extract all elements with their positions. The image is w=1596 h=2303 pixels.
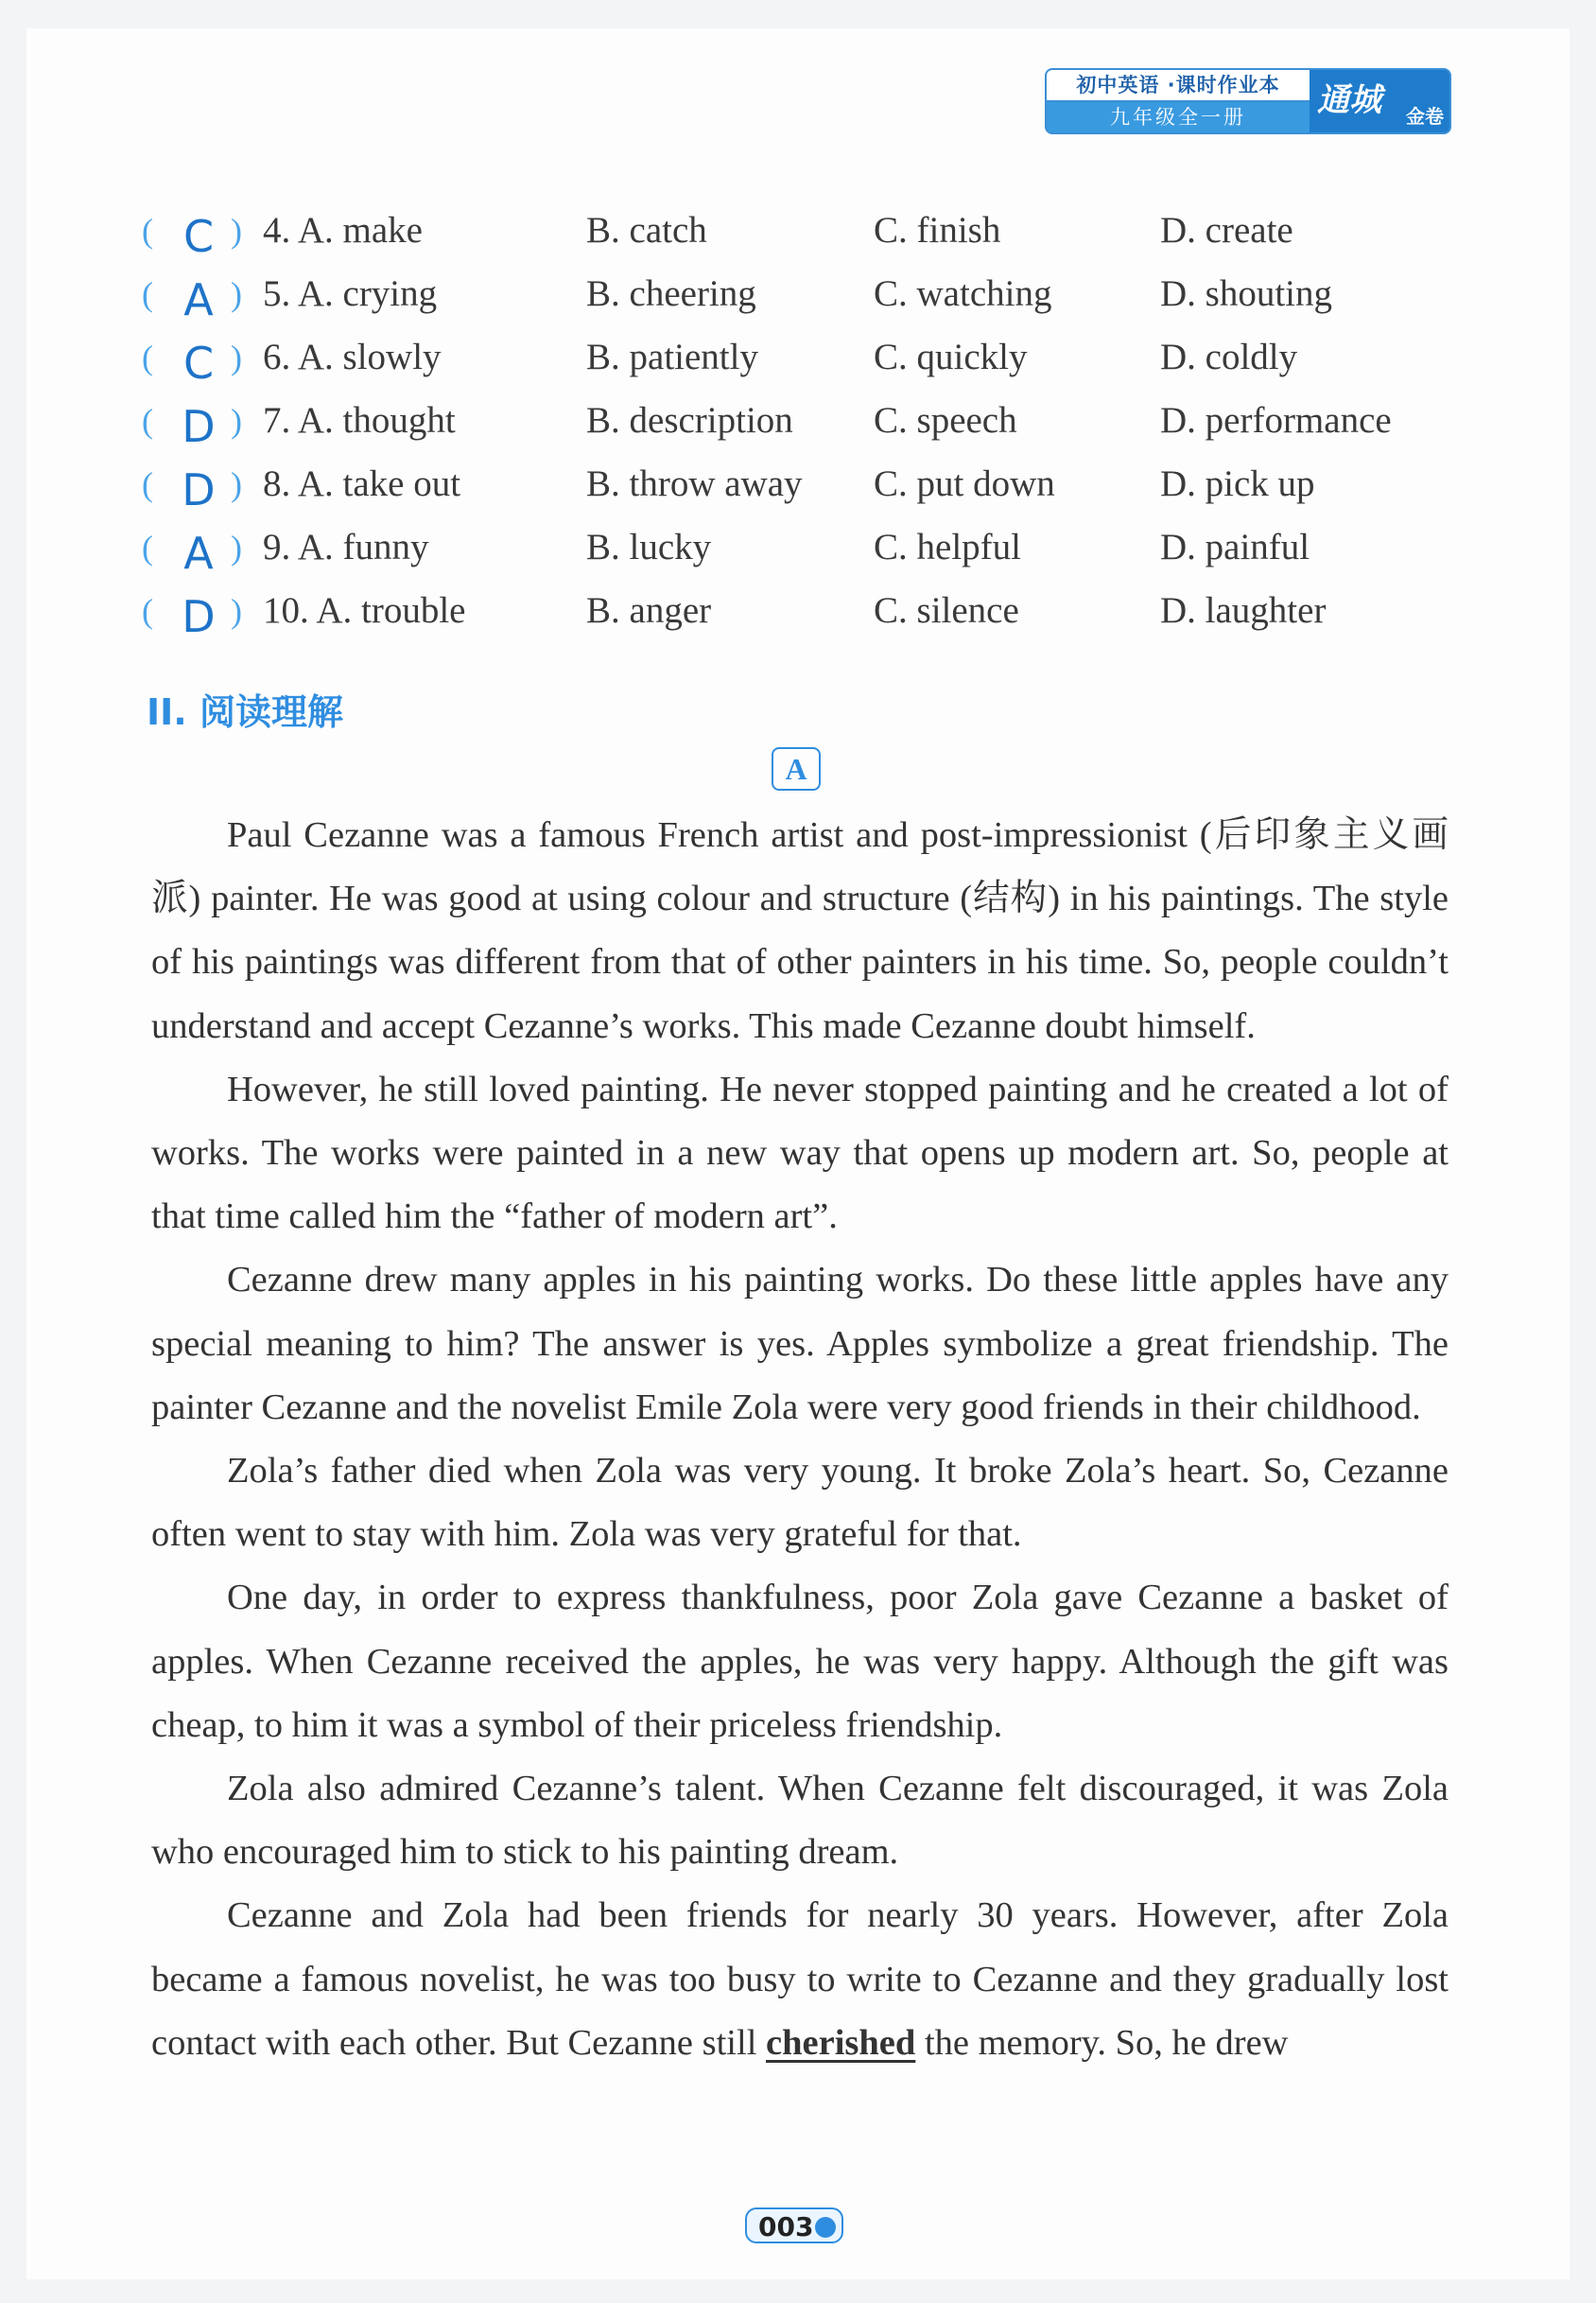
underlined-word: cherished xyxy=(766,2022,916,2063)
paren-right: ) xyxy=(231,529,242,567)
page-dot-icon xyxy=(815,2217,836,2238)
paragraph-4: Zola’s father died when Zola was very young. It broke Zola’s heart. So, Cezanne often went to stay with him. Zola was very grateful for that. xyxy=(151,1451,1449,1555)
section-title: II. 阅读理解 xyxy=(147,691,343,733)
option-d: D. shouting xyxy=(1160,273,1333,314)
answer-letter: A xyxy=(183,528,214,579)
paragraph-7 xyxy=(151,1884,1449,2075)
paragraph-7-end: the memory. So, he drew xyxy=(915,2022,1289,2063)
option-c: C. speech xyxy=(874,400,1017,441)
reading-passage xyxy=(151,804,1449,2075)
paren-left: ( xyxy=(142,465,153,503)
answer-letter: A xyxy=(183,274,214,325)
question-row-8 xyxy=(142,456,1466,513)
answer-letter: D xyxy=(182,401,216,452)
option-b: B. throw away xyxy=(586,463,803,504)
paragraph-1: Paul Cezanne was a famous French artist and post-impressionist (后印象主义画派) painter. He was good at using colour and structure (结构) in his paintings. The style of his paintings was different from that of other painters in his time. So, people couldn’t understand and accept Cezanne’s works. This made Cezanne doubt himself. xyxy=(151,815,1449,1046)
option-b: B. patiently xyxy=(586,337,758,377)
question-row-5 xyxy=(142,266,1466,323)
option-a: 10. A. trouble xyxy=(263,590,466,631)
option-c: C. put down xyxy=(874,463,1055,504)
paren-left: ( xyxy=(142,275,153,313)
brand-subtitle: 金卷 xyxy=(1406,105,1444,128)
option-b: B. description xyxy=(586,400,793,441)
paragraph-5: One day, in order to express thankfulness, poor Zola gave Cezanne a basket of apples. When Cezanne received the apples, he was very happy. Although the gift was cheap, to him it was a symbol of their priceless friendship. xyxy=(151,1578,1449,1745)
answer-letter: D xyxy=(182,591,216,642)
option-a: 8. A. take out xyxy=(263,463,461,504)
paren-left: ( xyxy=(142,592,153,630)
option-a: 5. A. crying xyxy=(263,273,438,314)
header-badge xyxy=(1045,68,1451,134)
option-b: B. catch xyxy=(586,210,707,251)
option-b: B. cheering xyxy=(586,273,756,314)
grade-label: 九年级全一册 xyxy=(1110,106,1246,129)
paren-left: ( xyxy=(142,529,153,567)
option-c: C. watching xyxy=(874,273,1052,314)
option-a: 4. A. make xyxy=(263,210,423,251)
paren-right: ) xyxy=(231,339,242,376)
question-row-4 xyxy=(142,202,1466,262)
paren-left: ( xyxy=(142,402,153,440)
paragraph-7-text: Cezanne and Zola had been friends for nearly 30 years. However, after Zola became a famous novelist, he was too busy to write to Cezanne and they gradually lost contact with each other. But Cezanne still xyxy=(151,1895,1449,2063)
question-row-6 xyxy=(142,329,1466,389)
question-row-7 xyxy=(142,393,1466,452)
passage-label: A xyxy=(772,747,821,791)
option-d: D. painful xyxy=(1160,527,1310,567)
page-number-text: 003 xyxy=(758,2211,814,2242)
option-d: D. create xyxy=(1160,210,1293,251)
answer-letter: C xyxy=(182,211,215,262)
paren-right: ) xyxy=(231,592,242,630)
option-c: C. helpful xyxy=(874,527,1021,567)
option-a: 7. A. thought xyxy=(263,400,456,441)
option-a: 6. A. slowly xyxy=(263,337,442,377)
paren-right: ) xyxy=(231,465,242,503)
option-b: B. lucky xyxy=(586,527,712,567)
option-c: C. finish xyxy=(874,210,1001,251)
answer-letter: D xyxy=(182,464,216,515)
paren-left: ( xyxy=(142,339,153,376)
option-d: D. laughter xyxy=(1160,590,1327,631)
option-b: B. anger xyxy=(586,590,712,631)
paragraph-3: Cezanne drew many apples in his painting works. Do these little apples have any special meaning to him? The answer is yes. Apples symbolize a great friendship. The painter Cezanne and the novelist Emile Zola were very good friends in their childhood. xyxy=(151,1260,1449,1427)
paragraph-6: Zola also admired Cezanne’s talent. When Cezanne felt discouraged, it was Zola who encouraged him to stick to his painting dream. xyxy=(151,1769,1449,1873)
series-title: 初中英语 ·课时作业本 xyxy=(1047,70,1310,102)
question-row-9 xyxy=(142,519,1466,579)
option-c: C. quickly xyxy=(874,337,1028,377)
option-c: C. silence xyxy=(874,590,1019,631)
paren-left: ( xyxy=(142,212,153,250)
option-d: D. coldly xyxy=(1160,337,1298,377)
brand-name: 通城 xyxy=(1317,81,1381,119)
option-a: 9. A. funny xyxy=(263,527,429,567)
question-row-10 xyxy=(142,583,1466,642)
page-number xyxy=(745,2207,843,2243)
answer-letter: C xyxy=(182,338,215,389)
paren-right: ) xyxy=(231,402,242,440)
option-d: D. performance xyxy=(1160,400,1392,441)
brand-logo xyxy=(1310,70,1449,132)
paren-right: ) xyxy=(231,212,242,250)
option-d: D. pick up xyxy=(1160,463,1315,504)
paragraph-2: However, he still loved painting. He never stopped painting and he created a lot of works. The works were painted in a new way that opens up modern art. So, people at that time called him the “father of modern art”. xyxy=(151,1069,1449,1237)
paren-right: ) xyxy=(231,275,242,313)
